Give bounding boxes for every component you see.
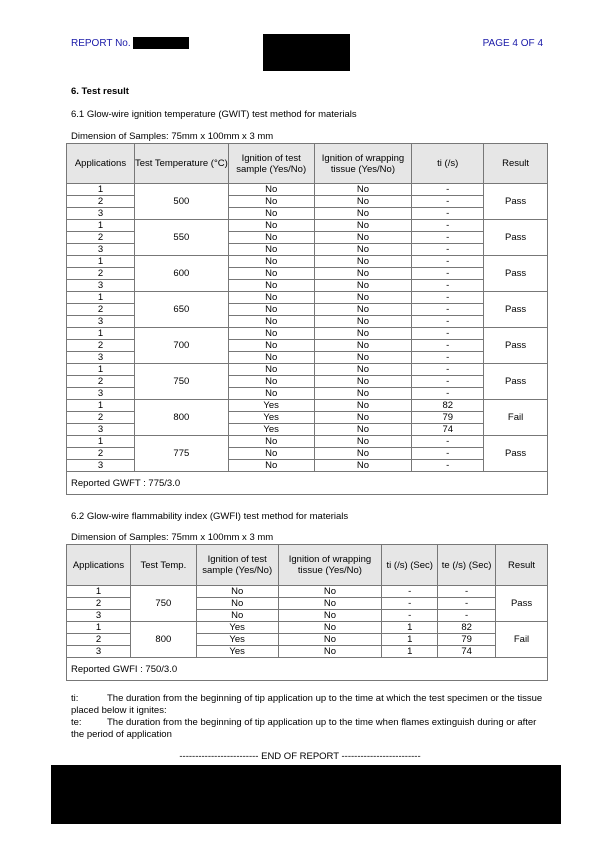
application-cell: 1 <box>67 256 135 268</box>
header-test-temp: Test Temp. <box>130 545 196 586</box>
value-cell: No <box>228 220 314 232</box>
result-cell: Pass <box>484 256 548 292</box>
value-cell: - <box>382 610 438 622</box>
application-cell: 3 <box>67 316 135 328</box>
header-ignition-tissue: Ignition of wrapping tissue (Yes/No) <box>314 144 412 184</box>
gwfi-dimension: Dimension of Samples: 75mm x 100mm x 3 mm <box>71 532 274 543</box>
application-cell: 1 <box>67 622 131 634</box>
application-cell: 3 <box>67 610 131 622</box>
value-cell: - <box>412 364 484 376</box>
value-cell: - <box>382 598 438 610</box>
application-cell: 2 <box>67 196 135 208</box>
report-number-label: REPORT No. <box>71 38 131 49</box>
value-cell: - <box>412 280 484 292</box>
value-cell: - <box>412 376 484 388</box>
header-test-temperature: Test Temperature (°C) <box>134 144 228 184</box>
value-cell: 82 <box>438 622 496 634</box>
value-cell: No <box>314 436 412 448</box>
value-cell: - <box>412 292 484 304</box>
header-ignition-tissue: Ignition of wrapping tissue (Yes/No) <box>278 545 382 586</box>
value-cell: - <box>412 436 484 448</box>
result-cell: Pass <box>496 586 548 622</box>
header-ignition-sample: Ignition of test sample (Yes/No) <box>228 144 314 184</box>
value-cell: 1 <box>382 646 438 658</box>
value-cell: No <box>314 340 412 352</box>
value-cell: Yes <box>196 622 278 634</box>
table-row <box>67 586 548 598</box>
gwfi-title: 6.2 Glow-wire flammability index (GWFI) test method for materials <box>71 511 349 522</box>
value-cell: - <box>412 208 484 220</box>
value-cell: No <box>228 388 314 400</box>
temperature-cell: 775 <box>134 436 228 472</box>
application-cell: 1 <box>67 220 135 232</box>
gwit-dimension: Dimension of Samples: 75mm x 100mm x 3 mm <box>71 131 274 142</box>
value-cell: No <box>278 598 382 610</box>
value-cell: No <box>314 244 412 256</box>
gwfi-table <box>66 544 548 681</box>
value-cell: 1 <box>382 634 438 646</box>
application-cell: 1 <box>67 328 135 340</box>
value-cell: No <box>228 352 314 364</box>
ti-note <box>71 693 546 717</box>
value-cell: No <box>228 316 314 328</box>
application-cell: 2 <box>67 268 135 280</box>
temperature-cell: 550 <box>134 220 228 256</box>
value-cell: No <box>228 340 314 352</box>
ti-note-text: The duration from the beginning of tip application up to the time at which the test specimen or the tissue placed below it ignites: <box>71 693 543 716</box>
value-cell: No <box>228 304 314 316</box>
table-row <box>67 622 548 634</box>
application-cell: 3 <box>67 460 135 472</box>
temperature-cell: 650 <box>134 292 228 328</box>
redacted-footer <box>51 765 561 824</box>
value-cell: No <box>314 352 412 364</box>
value-cell: No <box>228 196 314 208</box>
application-cell: 3 <box>67 646 131 658</box>
table-row <box>67 292 548 304</box>
result-cell: Pass <box>484 364 548 400</box>
application-cell: 2 <box>67 448 135 460</box>
application-cell: 1 <box>67 364 135 376</box>
value-cell: - <box>412 328 484 340</box>
value-cell: 74 <box>438 646 496 658</box>
application-cell: 1 <box>67 436 135 448</box>
table-row <box>67 400 548 412</box>
result-cell: Pass <box>484 328 548 364</box>
value-cell: No <box>228 184 314 196</box>
value-cell: No <box>314 316 412 328</box>
value-cell: Yes <box>196 634 278 646</box>
value-cell: - <box>412 244 484 256</box>
value-cell: No <box>314 400 412 412</box>
value-cell: 79 <box>412 412 484 424</box>
value-cell: - <box>382 586 438 598</box>
value-cell: - <box>438 586 496 598</box>
table-row <box>67 220 548 232</box>
value-cell: No <box>314 460 412 472</box>
value-cell: - <box>412 340 484 352</box>
table-row <box>67 364 548 376</box>
value-cell: No <box>314 196 412 208</box>
redacted-report-number <box>133 37 189 49</box>
result-cell: Fail <box>484 400 548 436</box>
value-cell: - <box>412 460 484 472</box>
value-cell: No <box>278 586 382 598</box>
value-cell: No <box>228 232 314 244</box>
temperature-cell: 750 <box>130 586 196 622</box>
application-cell: 2 <box>67 232 135 244</box>
value-cell: - <box>412 268 484 280</box>
application-cell: 1 <box>67 586 131 598</box>
value-cell: No <box>314 448 412 460</box>
value-cell: No <box>228 364 314 376</box>
table-row <box>67 256 548 268</box>
result-cell: Pass <box>484 220 548 256</box>
te-note-text: The duration from the beginning of tip application up to the time when flames extinguish during or after the period of application <box>71 717 537 740</box>
value-cell: - <box>412 220 484 232</box>
table-row <box>67 184 548 196</box>
header-ti: ti (/s) (Sec) <box>382 545 438 586</box>
value-cell: No <box>228 208 314 220</box>
value-cell: No <box>314 328 412 340</box>
application-cell: 3 <box>67 424 135 436</box>
value-cell: - <box>438 598 496 610</box>
header-ti: ti (/s) <box>412 144 484 184</box>
value-cell: - <box>412 256 484 268</box>
application-cell: 3 <box>67 280 135 292</box>
value-cell: - <box>412 232 484 244</box>
ti-note-key: ti: <box>71 693 79 704</box>
application-cell: 2 <box>67 412 135 424</box>
value-cell: No <box>314 412 412 424</box>
value-cell: Yes <box>228 412 314 424</box>
value-cell: No <box>314 184 412 196</box>
value-cell: No <box>314 388 412 400</box>
value-cell: No <box>278 646 382 658</box>
value-cell: No <box>228 448 314 460</box>
value-cell: No <box>314 280 412 292</box>
value-cell: No <box>314 268 412 280</box>
application-cell: 3 <box>67 208 135 220</box>
temperature-cell: 500 <box>134 184 228 220</box>
value-cell: No <box>228 460 314 472</box>
value-cell: - <box>412 388 484 400</box>
page-number: PAGE 4 OF 4 <box>482 38 543 49</box>
temperature-cell: 700 <box>134 328 228 364</box>
value-cell: Yes <box>228 400 314 412</box>
value-cell: No <box>196 610 278 622</box>
result-cell: Pass <box>484 436 548 472</box>
value-cell: - <box>412 184 484 196</box>
value-cell: No <box>228 436 314 448</box>
value-cell: No <box>278 610 382 622</box>
value-cell: No <box>228 292 314 304</box>
value-cell: 82 <box>412 400 484 412</box>
value-cell: No <box>314 232 412 244</box>
application-cell: 2 <box>67 634 131 646</box>
value-cell: No <box>196 586 278 598</box>
value-cell: No <box>228 268 314 280</box>
application-cell: 2 <box>67 340 135 352</box>
result-cell: Pass <box>484 184 548 220</box>
gwit-reported: Reported GWFT : 775/3.0 <box>67 472 548 495</box>
value-cell: - <box>438 610 496 622</box>
temperature-cell: 750 <box>134 364 228 400</box>
value-cell: No <box>196 598 278 610</box>
value-cell: 74 <box>412 424 484 436</box>
value-cell: Yes <box>228 424 314 436</box>
value-cell: No <box>278 634 382 646</box>
value-cell: No <box>314 424 412 436</box>
te-note <box>71 717 546 741</box>
header-ignition-sample: Ignition of test sample (Yes/No) <box>196 545 278 586</box>
result-cell: Fail <box>496 622 548 658</box>
header-te: te (/s) (Sec) <box>438 545 496 586</box>
value-cell: No <box>314 304 412 316</box>
application-cell: 2 <box>67 304 135 316</box>
section-title: 6. Test result <box>71 86 129 97</box>
value-cell: No <box>228 244 314 256</box>
temperature-cell: 800 <box>130 622 196 658</box>
header-applications: Applications <box>67 545 131 586</box>
application-cell: 1 <box>67 184 135 196</box>
header-applications: Applications <box>67 144 135 184</box>
value-cell: No <box>228 280 314 292</box>
te-note-key: te: <box>71 717 82 728</box>
value-cell: - <box>412 448 484 460</box>
header-result: Result <box>484 144 548 184</box>
application-cell: 3 <box>67 352 135 364</box>
value-cell: No <box>228 376 314 388</box>
value-cell: - <box>412 304 484 316</box>
value-cell: No <box>228 328 314 340</box>
value-cell: No <box>314 256 412 268</box>
value-cell: No <box>314 208 412 220</box>
gwfi-reported: Reported GWFI : 750/3.0 <box>67 658 548 681</box>
application-cell: 1 <box>67 400 135 412</box>
table-row <box>67 328 548 340</box>
gwit-table <box>66 143 548 495</box>
application-cell: 2 <box>67 598 131 610</box>
value-cell: No <box>314 364 412 376</box>
application-cell: 3 <box>67 388 135 400</box>
application-cell: 3 <box>67 244 135 256</box>
value-cell: - <box>412 196 484 208</box>
value-cell: - <box>412 316 484 328</box>
temperature-cell: 800 <box>134 400 228 436</box>
header-result: Result <box>496 545 548 586</box>
application-cell: 1 <box>67 292 135 304</box>
value-cell: No <box>314 220 412 232</box>
temperature-cell: 600 <box>134 256 228 292</box>
value-cell: No <box>314 376 412 388</box>
end-of-report: ------------------------- END OF REPORT ------------------------- <box>179 751 421 762</box>
application-cell: 2 <box>67 376 135 388</box>
value-cell: Yes <box>196 646 278 658</box>
table-row <box>67 436 548 448</box>
value-cell: No <box>278 622 382 634</box>
value-cell: 79 <box>438 634 496 646</box>
result-cell: Pass <box>484 292 548 328</box>
redacted-logo <box>263 34 350 71</box>
value-cell: No <box>314 292 412 304</box>
value-cell: - <box>412 352 484 364</box>
gwit-title: 6.1 Glow-wire ignition temperature (GWIT) test method for materials <box>71 109 357 120</box>
value-cell: 1 <box>382 622 438 634</box>
value-cell: No <box>228 256 314 268</box>
